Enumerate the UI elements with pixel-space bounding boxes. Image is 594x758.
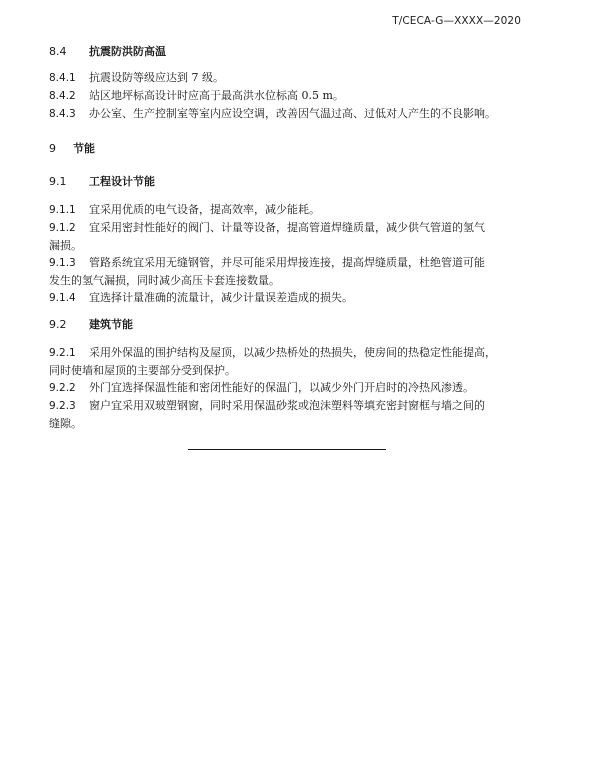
- clause-text: 办公室、生产控制室等室内应设空调，改善因气温过高、过低对人产生的不良影响。: [89, 107, 496, 120]
- clause-text: 外门宜选择保温性能和密闭性能好的保温门，以减少外门开启时的冷热风渗透。: [89, 381, 474, 394]
- clause-text: 管路系统宜采用无缝钢管，并尽可能采用焊接连接，提高焊缝质量，杜绝管道可能: [89, 256, 485, 269]
- clause-text: 宜选择计量准确的流量计，减少计量误差造成的损失。: [89, 291, 353, 304]
- section-heading-8-4: [49, 44, 535, 60]
- clause-9-2-3: [49, 397, 535, 432]
- clause-9-1-2: [49, 219, 535, 254]
- clause-text: 宜采用优质的电气设备，提高效率，减少能耗。: [89, 203, 320, 216]
- clause-9-1-1: [49, 201, 535, 219]
- clause-number: 9.1.1: [49, 204, 76, 216]
- document-code: T/CECA-G—XXXX—2020: [392, 15, 521, 27]
- clause-text: 抗震设防等级应达到 7 级。: [89, 71, 224, 84]
- section-number: 8.4: [49, 45, 67, 58]
- clause-8-4-3: [49, 105, 535, 123]
- clause-number: 9.2.3: [49, 400, 76, 412]
- clause-number: 8.4.2: [49, 90, 76, 102]
- clause-8-4-1: [49, 69, 535, 87]
- chapter-title: 节能: [73, 142, 95, 155]
- clause-number: 9.2.2: [49, 382, 76, 394]
- clause-number: 9.1.3: [49, 257, 76, 269]
- clause-number: 9.2.1: [49, 347, 76, 359]
- section-number: 9.2: [49, 318, 67, 331]
- section-title: 工程设计节能: [89, 175, 155, 188]
- clause-text-cont: 漏损。: [49, 239, 82, 252]
- clause-text-cont: 同时使墙和屋顶的主要部分受到保护。: [49, 364, 236, 377]
- clause-9-2-1: [49, 344, 535, 379]
- section-title: 抗震防洪防高温: [89, 45, 166, 58]
- clause-text: 窗户宜采用双玻塑钢窗，同时采用保温砂浆或泡沫塑料等填充密封窗框与墙之间的: [89, 399, 485, 412]
- clause-text: 站区地坪标高设计时应高于最高洪水位标高 0.5 m。: [89, 89, 344, 102]
- clause-number: 8.4.1: [49, 72, 76, 84]
- chapter-heading-9: [49, 141, 535, 157]
- section-heading-9-2: [49, 317, 535, 333]
- clause-8-4-2: [49, 87, 535, 105]
- document-body: [49, 44, 535, 432]
- section-number: 9.1: [49, 175, 67, 188]
- chapter-number: 9: [49, 142, 56, 155]
- clause-number: 9.1.4: [49, 292, 76, 304]
- clause-text: 采用外保温的围护结构及屋顶，以减少热桥处的热损失，使房间的热稳定性能提高，: [89, 346, 496, 359]
- clause-number: 9.1.2: [49, 222, 76, 234]
- clause-text-cont: 缝隙。: [49, 417, 82, 430]
- clause-9-1-4: [49, 289, 535, 307]
- clause-number: 8.4.3: [49, 108, 76, 120]
- clause-text: 宜采用密封性能好的阀门、计量等设备，提高管道焊缝质量，减少供气管道的氢气: [89, 221, 485, 234]
- clause-9-2-2: [49, 379, 535, 397]
- clause-9-1-3: [49, 254, 535, 289]
- end-of-document-rule: [188, 449, 386, 450]
- clause-text-cont: 发生的氢气漏损，同时减少高压卡套连接数量。: [49, 274, 280, 287]
- section-heading-9-1: [49, 174, 535, 190]
- section-title: 建筑节能: [89, 318, 133, 331]
